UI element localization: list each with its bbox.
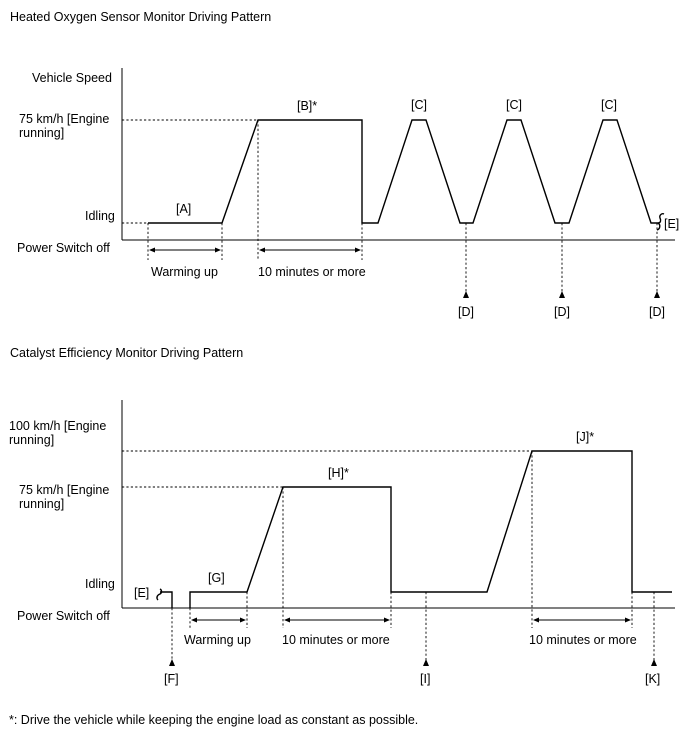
bottom-label-G: [G] [208, 571, 225, 585]
top-label-C2: [C] [506, 98, 522, 112]
bottom-k-marker [651, 659, 657, 666]
bottom-y-100-label-1: 100 km/h [Engine [9, 419, 107, 433]
bottom-chart-title: Catalyst Efficiency Monitor Driving Pattern [10, 346, 244, 360]
top-speed-trace [148, 120, 658, 223]
top-d2-marker [559, 291, 565, 298]
bottom-warming-arrowhead-left [191, 618, 197, 623]
bottom-warming-arrowhead-right [240, 618, 246, 623]
top-y-off-label: Power Switch off [17, 241, 110, 255]
bottom-warming-label: Warming up [184, 633, 251, 647]
top-label-C1: [C] [411, 98, 427, 112]
bottom-speed-trace [190, 451, 672, 608]
bottom-label-E: [E] [134, 586, 150, 600]
bottom-y-idling-label: Idling [85, 577, 115, 591]
bottom-ten-min-label-2: 10 minutes or more [529, 633, 637, 647]
top-chart [17, 68, 679, 319]
top-ten-min-label: 10 minutes or more [258, 265, 366, 279]
bottom-break-squiggle [157, 589, 162, 600]
top-d3-marker [654, 291, 660, 298]
top-warming-arrowhead-right [215, 248, 221, 253]
top-chart-title: Heated Oxygen Sensor Monitor Driving Pattern [10, 10, 272, 24]
top-ten-min-arrowhead-right [355, 248, 361, 253]
top-label-D2: [D] [554, 305, 570, 319]
top-y-75-label-2: running] [19, 126, 65, 140]
bottom-y-100-label-2: running] [9, 433, 55, 447]
bottom-label-F: [F] [164, 672, 179, 686]
bottom-ten-min-label-1: 10 minutes or more [282, 633, 390, 647]
top-ylabel: Vehicle Speed [32, 71, 112, 85]
bottom-ten-min-1-arrowhead-left [284, 618, 290, 623]
bottom-e-segment [160, 592, 172, 608]
top-label-D1: [D] [458, 305, 474, 319]
top-warming-label: Warming up [151, 265, 218, 279]
top-label-A: [A] [176, 202, 192, 216]
top-d1-marker [463, 291, 469, 298]
bottom-label-H: [H]* [328, 466, 349, 480]
bottom-y-75-label-1: 75 km/h [Engine [19, 483, 110, 497]
bottom-label-I: [I] [420, 672, 431, 686]
bottom-y-off-label: Power Switch off [17, 609, 110, 623]
footnote: *: Drive the vehicle while keeping the engine load as constant as possible. [9, 713, 419, 727]
bottom-i-marker [423, 659, 429, 666]
top-y-75-label-1: 75 km/h [Engine [19, 112, 110, 126]
top-y-idling-label: Idling [85, 209, 115, 223]
bottom-ten-min-2-arrowhead-left [533, 618, 539, 623]
bottom-chart [9, 400, 675, 686]
top-label-B: [B]* [297, 99, 318, 113]
top-label-D3: [D] [649, 305, 665, 319]
bottom-ten-min-1-arrowhead-right [384, 618, 390, 623]
bottom-f-marker [169, 659, 175, 666]
top-ten-min-arrowhead-left [259, 248, 265, 253]
bottom-ten-min-2-arrowhead-right [625, 618, 631, 623]
bottom-label-J: [J]* [576, 430, 595, 444]
top-label-C3: [C] [601, 98, 617, 112]
bottom-label-K: [K] [645, 672, 661, 686]
bottom-y-75-label-2: running] [19, 497, 65, 511]
top-label-E: [E] [664, 217, 680, 231]
top-warming-arrowhead-left [149, 248, 155, 253]
